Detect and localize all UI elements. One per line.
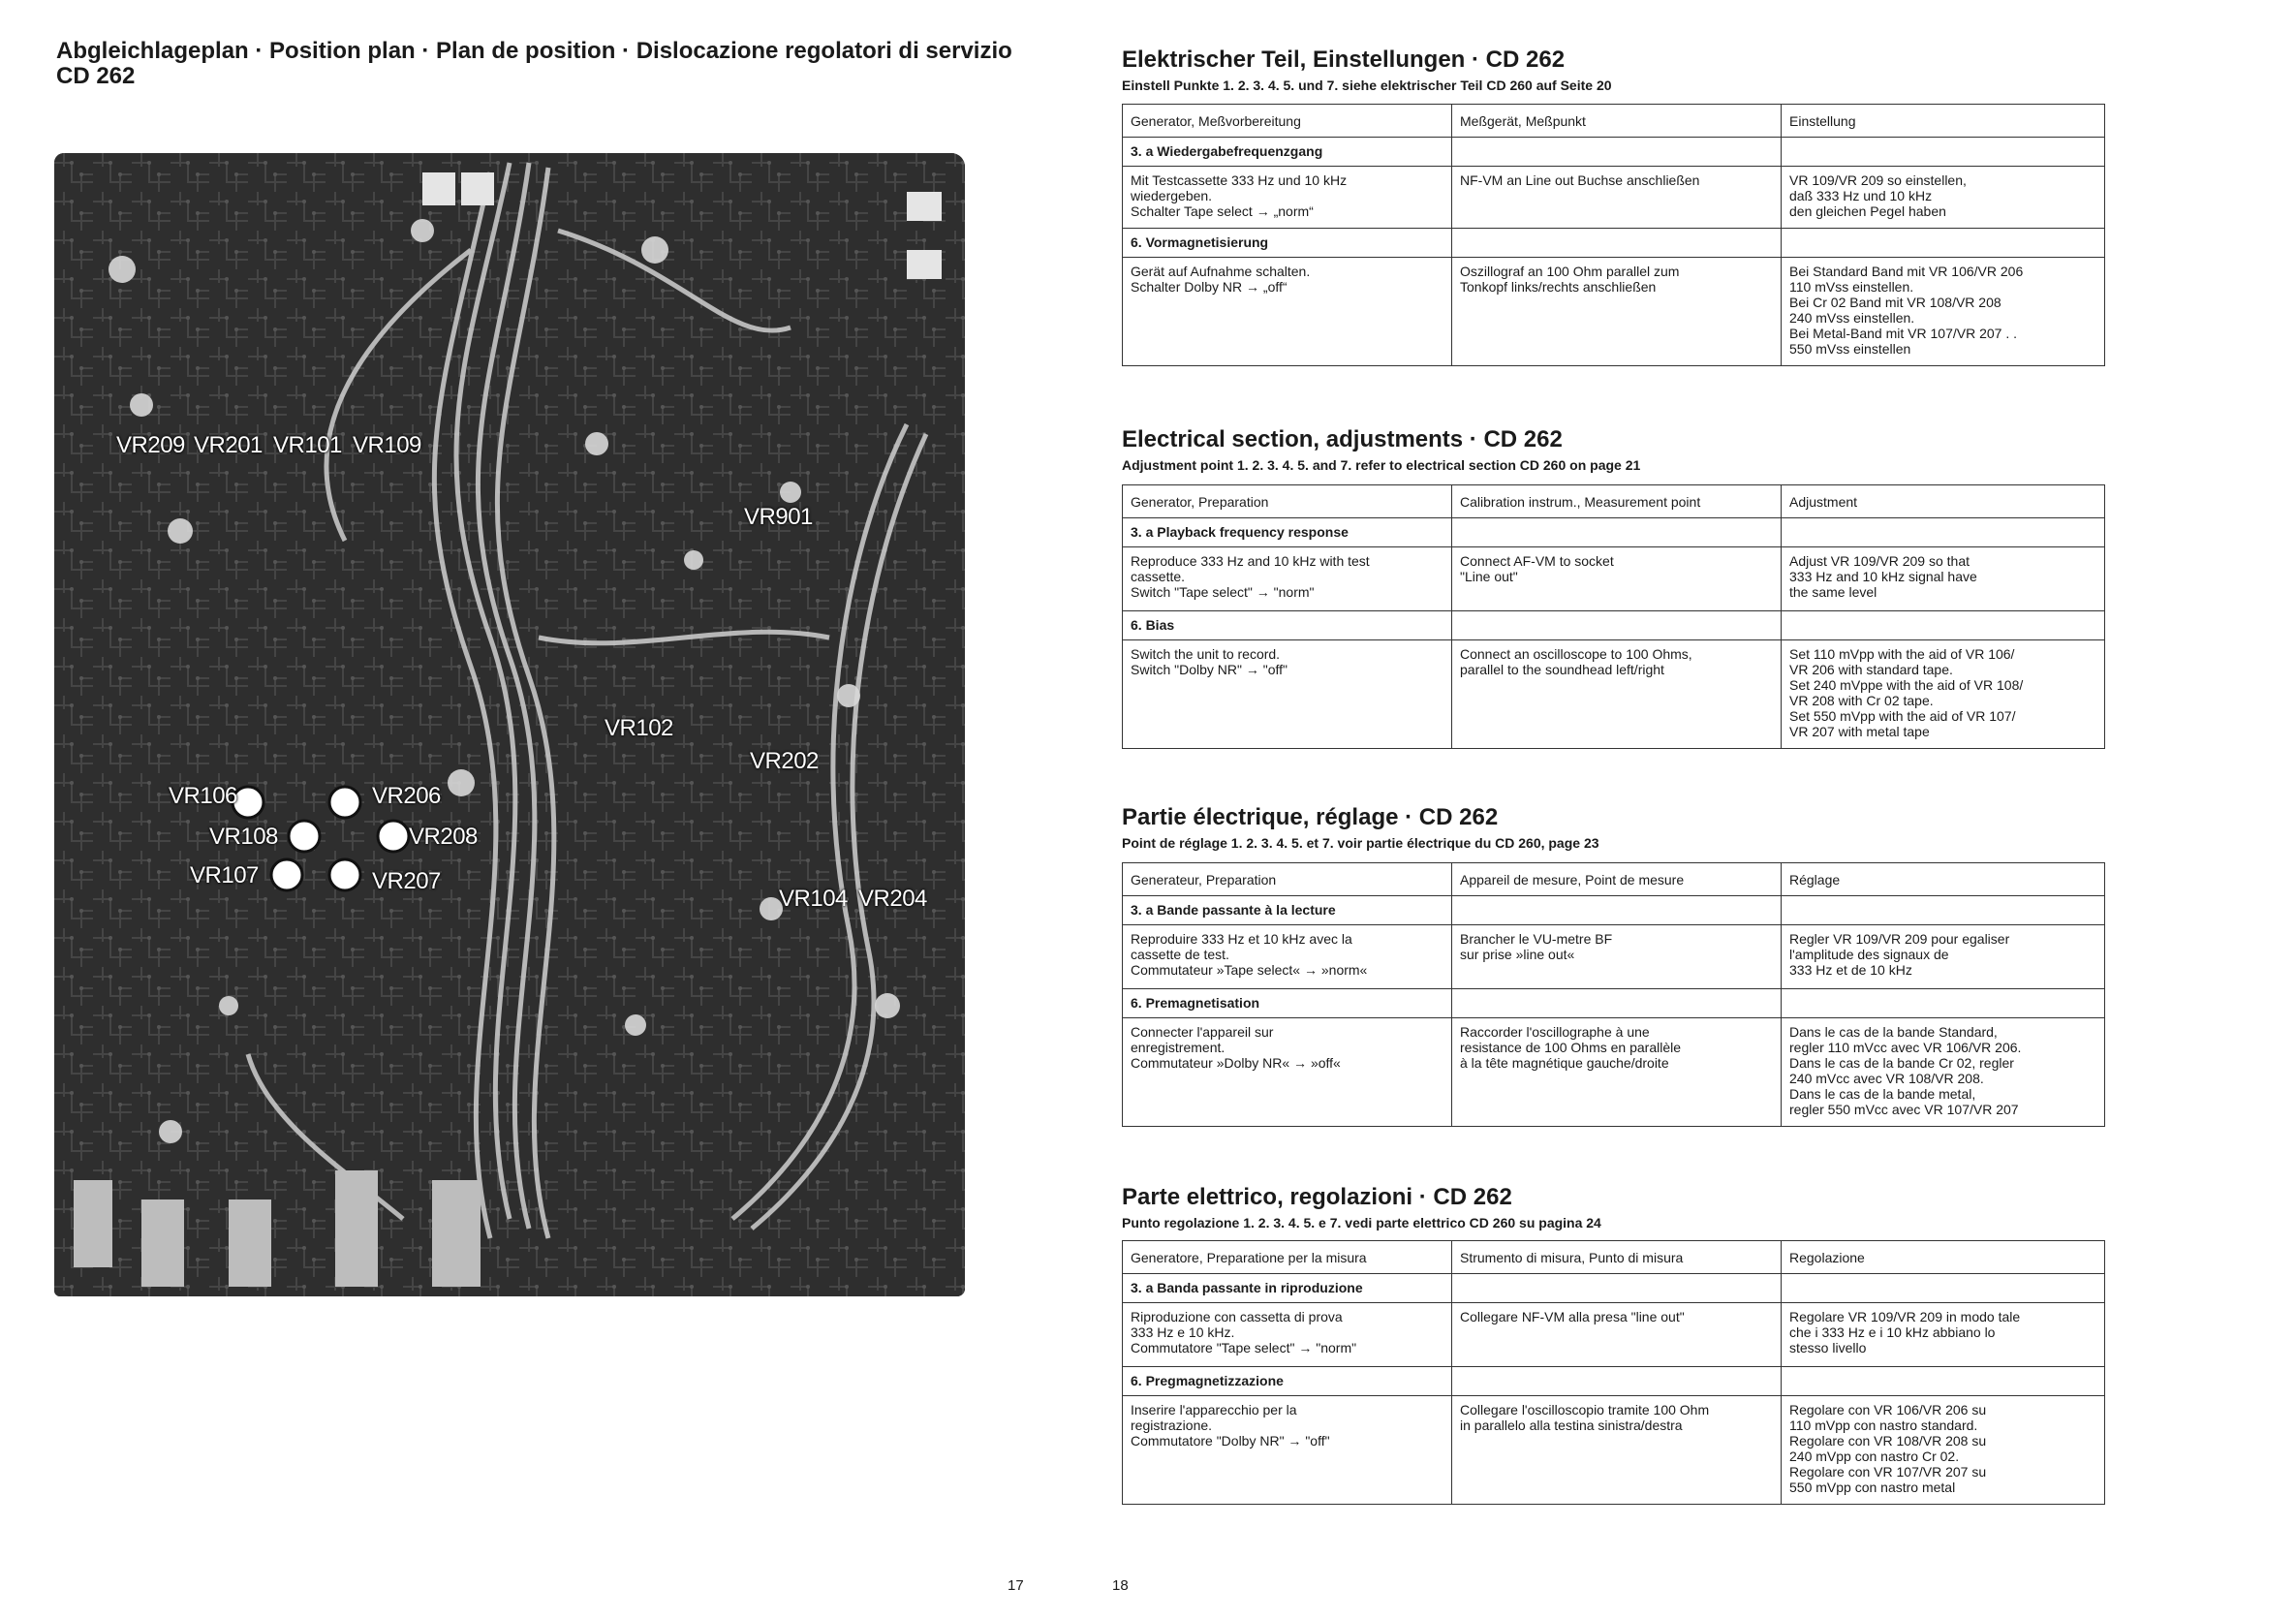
step-label: 6. Premagnetisation — [1123, 989, 1452, 1018]
section-title-it: Parte elettrico, regolazioni · CD 262 — [1122, 1184, 1512, 1210]
table-cell: Reproduce 333 Hz and 10 kHz with test cassette. Switch "Tape select" → "norm" — [1123, 547, 1452, 611]
position-plan-title — [56, 39, 1012, 89]
header-cell: Einstellung — [1782, 105, 2105, 138]
table-cell: Mit Testcassette 333 Hz und 10 kHz wiedergeben. Schalter Tape select → „norm“ — [1123, 167, 1452, 229]
step-label: 6. Pregmagnetizzazione — [1123, 1367, 1452, 1396]
table-cell: Adjust VR 109/VR 209 so that 333 Hz and 10 kHz signal have the same level — [1782, 547, 2105, 611]
vr104-label: VR104 — [779, 886, 848, 912]
vr107-label: VR107 — [190, 862, 259, 888]
table-cell: Regolare VR 109/VR 209 in modo tale che i 333 Hz e i 10 kHz abbiano lo stesso livello — [1782, 1303, 2105, 1367]
step-label: 6. Vormagnetisierung — [1123, 229, 1452, 258]
table-cell: Switch the unit to record. Switch "Dolby NR" → "off" — [1123, 640, 1452, 749]
header-cell: Generateur, Preparation — [1123, 863, 1452, 896]
table-cell: VR 109/VR 209 so einstellen, daß 333 Hz und 10 kHz den gleichen Pegel haben — [1782, 167, 2105, 229]
table-cell: Oszillograf an 100 Ohm parallel zum Tonkopf links/rechts anschließen — [1452, 258, 1782, 366]
table-cell: Connecter l'appareil sur enregistrement. Commutateur »Dolby NR« → »off« — [1123, 1018, 1452, 1127]
left-page — [0, 0, 1095, 1620]
step-label-row — [1123, 989, 2105, 1018]
vr201-label: VR201 — [194, 432, 263, 458]
vr204-label: VR204 — [858, 886, 927, 912]
table-row — [1123, 1396, 2105, 1505]
section-title-de: Elektrischer Teil, Einstellungen · CD 262 — [1122, 47, 1566, 73]
table-cell: Collegare l'oscilloscopio tramite 100 Ohm in parallelo alla testina sinistra/destra — [1452, 1396, 1782, 1505]
header-cell: Strumento di misura, Punto di misura — [1452, 1241, 1782, 1274]
table-header-row — [1123, 863, 2105, 896]
step-label: 3. a Playback frequency response — [1123, 518, 1452, 547]
title-line-2: CD 262 — [56, 63, 136, 89]
table-cell: Connect an oscilloscope to 100 Ohms, parallel to the soundhead left/right — [1452, 640, 1782, 749]
vr102-label: VR102 — [605, 715, 673, 741]
title-line-1: Abgleichlageplan · Position plan · Plan de position · Dislocazione regolatori di servizio — [56, 38, 1012, 64]
step-label: 6. Bias — [1123, 611, 1452, 640]
vr901-label: VR901 — [744, 504, 813, 530]
right-page — [1095, 0, 2296, 1620]
table-cell: Connect AF-VM to socket "Line out" — [1452, 547, 1782, 611]
table-row — [1123, 258, 2105, 366]
board-artwork — [54, 153, 965, 1296]
header-cell: Adjustment — [1782, 485, 2105, 518]
table-cell: Brancher le VU-metre BF sur prise »line out« — [1452, 925, 1782, 989]
vr109-label: VR109 — [353, 432, 421, 458]
header-cell: Meßgerät, Meßpunkt — [1452, 105, 1782, 138]
step-label-row — [1123, 229, 2105, 258]
table-cell: Riproduzione con cassetta di prova 333 Hz e 10 kHz. Commutatore "Tape select" → "norm" — [1123, 1303, 1452, 1367]
table-cell: Regler VR 109/VR 209 pour egaliser l'amplitude des signaux de 333 Hz et de 10 kHz — [1782, 925, 2105, 989]
vr101-label: VR101 — [273, 432, 342, 458]
vr202-label: VR202 — [750, 748, 819, 774]
table-header-row — [1123, 485, 2105, 518]
header-cell: Generatore, Preparatione per la misura — [1123, 1241, 1452, 1274]
vr209-label: VR209 — [116, 432, 185, 458]
adjustment-table-en — [1122, 484, 2105, 749]
table-cell: Dans le cas de la bande Standard, regler 110 mVcc avec VR 106/VR 206. Dans le cas de la bande Cr 02, regler 240 mVcc avec VR 108/VR 208. Dans le cas de la bande metal, regler 550 mVcc avec VR 107/VR 207 — [1782, 1018, 2105, 1127]
table-cell: Bei Standard Band mit VR 106/VR 206 110 mVss einstellen. Bei Cr 02 Band mit VR 108/VR 208 240 mVss einstellen. Bei Metal-Band mit VR 107/VR 207 . . 550 mVss einstellen — [1782, 258, 2105, 366]
header-cell: Calibration instrum., Measurement point — [1452, 485, 1782, 518]
table-cell: Inserire l'apparecchio per la registrazione. Commutatore "Dolby NR" → "off" — [1123, 1396, 1452, 1505]
vr208-label: VR208 — [409, 824, 478, 850]
step-label-row — [1123, 611, 2105, 640]
header-cell: Appareil de mesure, Point de mesure — [1452, 863, 1782, 896]
page-number-17: 17 — [1008, 1577, 1024, 1594]
table-header-row — [1123, 1241, 2105, 1274]
header-cell: Generator, Preparation — [1123, 485, 1452, 518]
header-cell: Generator, Meßvorbereitung — [1123, 105, 1452, 138]
section-subtitle-it: Punto regolazione 1. 2. 3. 4. 5. e 7. vedi parte elettrico CD 260 su pagina 24 — [1122, 1215, 1601, 1231]
section-title-fr: Partie électrique, réglage · CD 262 — [1122, 804, 1499, 830]
step-label: 3. a Banda passante in riproduzione — [1123, 1274, 1452, 1303]
step-label-row — [1123, 518, 2105, 547]
table-cell: Reproduire 333 Hz et 10 kHz avec la cassette de test. Commutateur »Tape select« → »norm« — [1123, 925, 1452, 989]
table-cell: NF-VM an Line out Buchse anschließen — [1452, 167, 1782, 229]
header-cell: Réglage — [1782, 863, 2105, 896]
table-header-row — [1123, 105, 2105, 138]
table-cell: Raccorder l'oscillographe à une resistance de 100 Ohms en parallèle à la tête magnétique gauche/droite — [1452, 1018, 1782, 1127]
header-cell: Regolazione — [1782, 1241, 2105, 1274]
adjustment-table-it — [1122, 1240, 2105, 1505]
step-label-row — [1123, 138, 2105, 167]
section-subtitle-de: Einstell Punkte 1. 2. 3. 4. 5. und 7. siehe elektrischer Teil CD 260 auf Seite 20 — [1122, 78, 1612, 93]
table-cell: Set 110 mVpp with the aid of VR 106/ VR 206 with standard tape. Set 240 mVppe with the aid of VR 108/ VR 208 with Cr 02 tape. Set 550 mVpp with the aid of VR 107/ VR 207 with metal tape — [1782, 640, 2105, 749]
table-row — [1123, 1018, 2105, 1127]
circuit-board-photo — [54, 153, 965, 1296]
table-row — [1123, 547, 2105, 611]
table-row — [1123, 1303, 2105, 1367]
vr206-label: VR206 — [372, 783, 441, 809]
vr108-label: VR108 — [209, 824, 278, 850]
adjustment-table-fr — [1122, 862, 2105, 1127]
vr106-label: VR106 — [169, 783, 237, 809]
step-label-row — [1123, 1274, 2105, 1303]
table-row — [1123, 640, 2105, 749]
step-label: 3. a Wiedergabefrequenzgang — [1123, 138, 1452, 167]
step-label-row — [1123, 1367, 2105, 1396]
section-subtitle-en: Adjustment point 1. 2. 3. 4. 5. and 7. refer to electrical section CD 260 on page 21 — [1122, 457, 1641, 473]
step-label-row — [1123, 896, 2105, 925]
step-label: 3. a Bande passante à la lecture — [1123, 896, 1452, 925]
table-row — [1123, 167, 2105, 229]
adjustment-table-de — [1122, 104, 2105, 366]
table-cell: Gerät auf Aufnahme schalten. Schalter Dolby NR → „off“ — [1123, 258, 1452, 366]
page-number-18: 18 — [1112, 1577, 1129, 1594]
section-title-en: Electrical section, adjustments · CD 262 — [1122, 426, 1563, 452]
vr207-label: VR207 — [372, 868, 441, 894]
table-cell: Collegare NF-VM alla presa "line out" — [1452, 1303, 1782, 1367]
table-cell: Regolare con VR 106/VR 206 su 110 mVpp con nastro standard. Regolare con VR 108/VR 208 su 240 mVpp con nastro Cr 02. Regolare con VR 107/VR 207 su 550 mVpp con nastro metal — [1782, 1396, 2105, 1505]
section-subtitle-fr: Point de réglage 1. 2. 3. 4. 5. et 7. voir partie électrique du CD 260, page 23 — [1122, 835, 1599, 851]
table-row — [1123, 925, 2105, 989]
